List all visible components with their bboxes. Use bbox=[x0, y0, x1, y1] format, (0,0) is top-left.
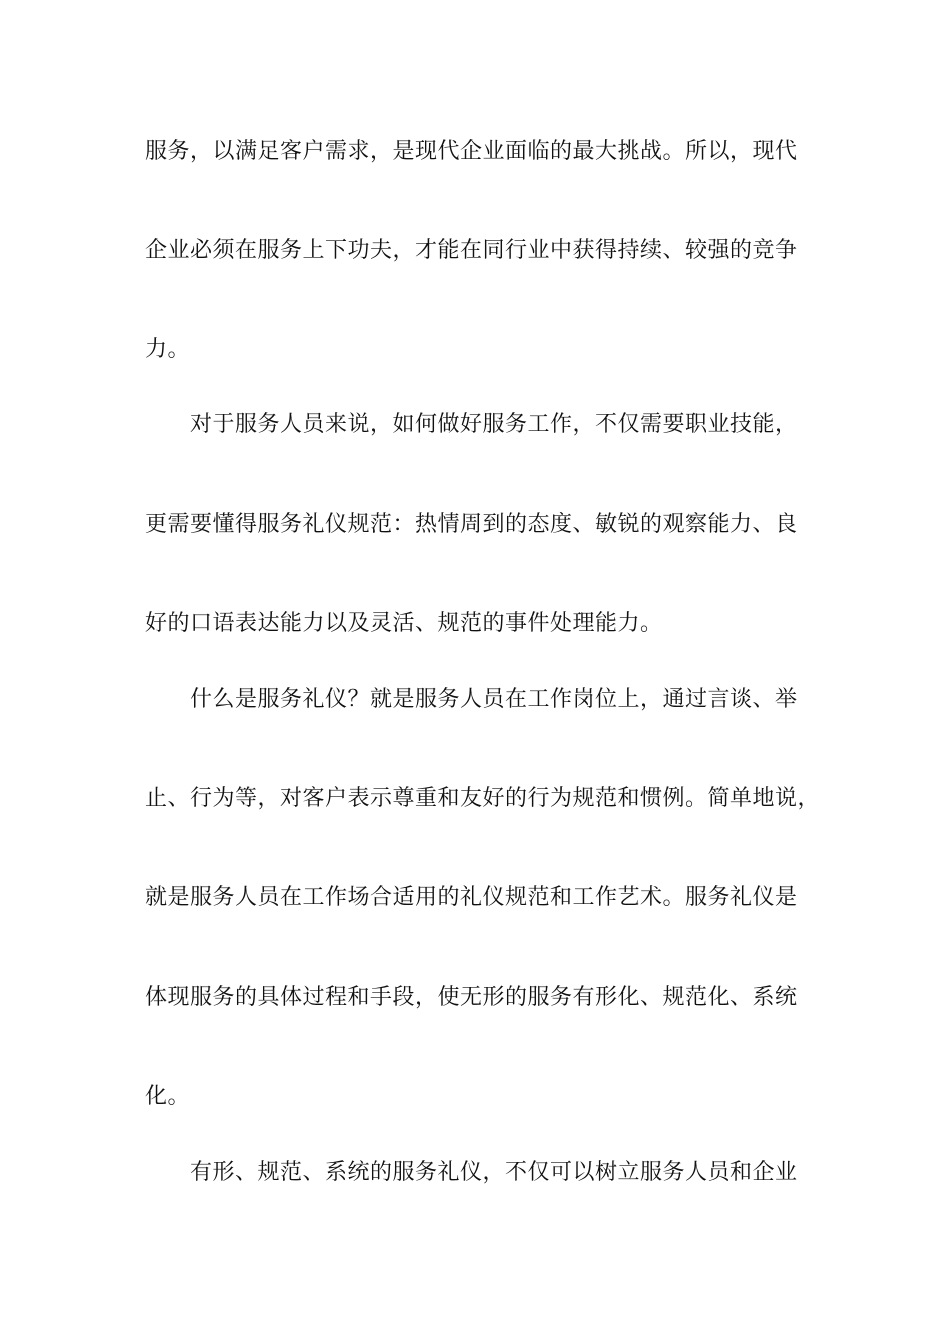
paragraph-line: 止、行为等，对客户表示尊重和友好的行为规范和惯例。简单地说， bbox=[145, 786, 821, 811]
paragraph-line: 企业必须在服务上下功夫，才能在同行业中获得持续、较强的竞争 bbox=[145, 238, 798, 263]
paragraph-line: 对于服务人员来说，如何做好服务工作，不仅需要职业技能， bbox=[190, 412, 798, 437]
paragraph-line: 就是服务人员在工作场合适用的礼仪规范和工作艺术。服务礼仪是 bbox=[145, 885, 798, 910]
paragraph-line: 好的口语表达能力以及灵活、规范的事件处理能力。 bbox=[145, 611, 663, 636]
paragraph-line: 什么是服务礼仪？就是服务人员在工作岗位上，通过言谈、举 bbox=[190, 687, 798, 712]
paragraph-line: 有形、规范、系统的服务礼仪，不仅可以树立服务人员和企业 bbox=[190, 1160, 798, 1185]
paragraph-line: 力。 bbox=[145, 337, 191, 362]
paragraph-line: 化。 bbox=[145, 1084, 191, 1109]
paragraph-line: 更需要懂得服务礼仪规范：热情周到的态度、敏锐的观察能力、良 bbox=[145, 512, 798, 537]
paragraph-line: 体现服务的具体过程和手段，使无形的服务有形化、规范化、系统 bbox=[145, 985, 798, 1010]
paragraph-line: 服务，以满足客户需求，是现代企业面临的最大挑战。所以，现代 bbox=[145, 139, 798, 164]
